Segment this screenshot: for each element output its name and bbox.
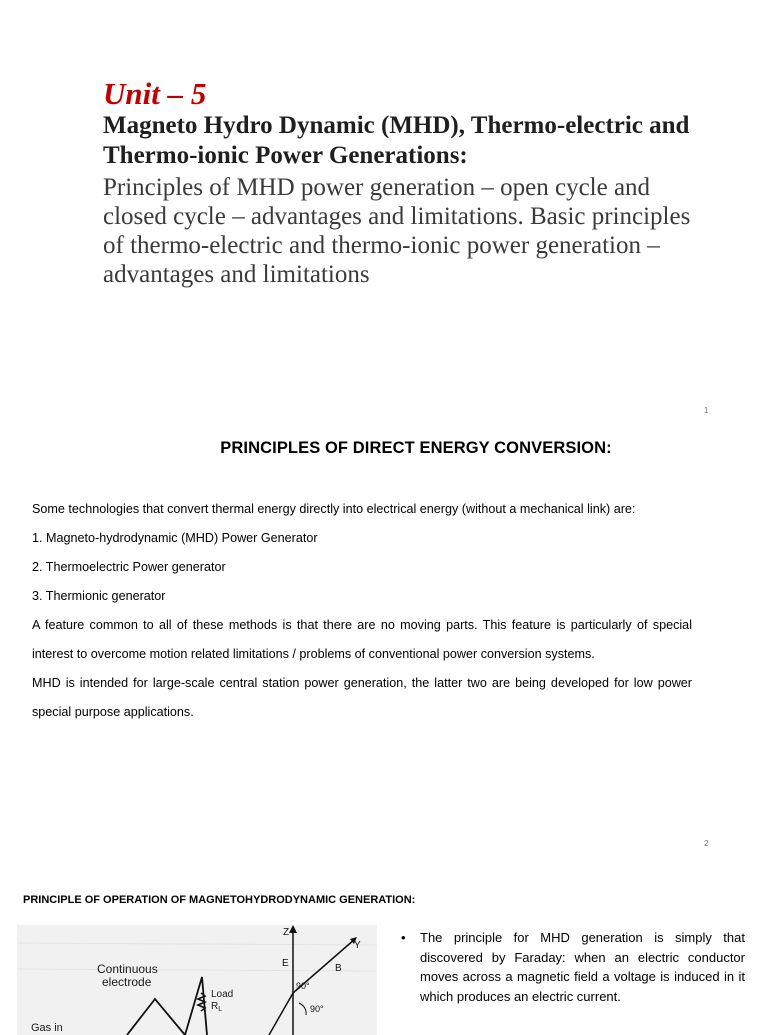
page-number: 2	[704, 839, 709, 848]
continuous-label: Continuous	[97, 962, 158, 976]
e-label: E	[282, 958, 289, 969]
z-axis-arrow-icon	[289, 925, 297, 933]
slide-3	[0, 857, 768, 1034]
load-resistor-icon	[198, 993, 205, 1011]
load-label: Load	[211, 989, 234, 1000]
bullet-text: The principle for MHD generation is simply that discovered by Faraday: when an electric conductor moves across a magnetic field a voltage is induced in it which produces an electric current.	[420, 930, 745, 1004]
mhd-diagram	[17, 925, 377, 1035]
list-item	[401, 928, 745, 1006]
bullet-list	[401, 928, 745, 1006]
y-label: Y	[354, 940, 361, 951]
mhd-paragraph: MHD is intended for large-scale central station power generation, the latter two are being developed for low power special purpose applications.	[32, 676, 692, 719]
texture-line	[17, 969, 377, 971]
unit-heading: Magneto Hydro Dynamic (MHD), Thermo-electric and Thermo-ionic Power Generations:	[103, 112, 690, 169]
unit-topics: Principles of MHD power generation – open cycle and closed cycle – advantages and limitations. Basic principles of thermo-electric and thermo-ionic power generation – advantages and limitations	[103, 174, 691, 288]
list-item: 2. Thermoelectric Power generator	[32, 560, 226, 574]
gas-in-label: Gas in	[31, 1022, 63, 1034]
angle-arc	[299, 1003, 306, 1015]
feature-paragraph: A feature common to all of these methods is that there are no moving parts. This feature is particularly of special interest to overcome motion related limitations / problems of conventional power conversion systems.	[32, 618, 692, 661]
angle-label: 90°	[296, 981, 310, 991]
slide-title: PRINCIPLES OF DIRECT ENERGY CONVERSION:	[220, 439, 612, 457]
page-number: 1	[704, 406, 709, 415]
list-item: 3. Thermionic generator	[32, 589, 166, 603]
slide-body	[32, 495, 692, 727]
z-label: Z	[283, 927, 290, 938]
list-item: 1. Magneto-hydrodynamic (MHD) Power Generator	[32, 531, 318, 545]
slide-2	[0, 425, 768, 857]
x-axis	[269, 993, 293, 1035]
rl-label: $R_L$	[211, 1001, 223, 1013]
angle-label: 90°	[310, 1004, 324, 1014]
intro-paragraph: Some technologies that convert thermal energy directly into electrical energy (without a mechanical link) are:	[32, 502, 636, 516]
slide-1	[0, 0, 768, 425]
electrode-label: electrode	[102, 975, 152, 989]
bullet-icon: •	[401, 930, 406, 945]
b-label: B	[335, 963, 342, 974]
unit-title: Unit – 5	[103, 76, 207, 111]
texture-line	[17, 943, 377, 945]
slide-title: PRINCIPLE OF OPERATION OF MAGNETOHYDRODYNAMIC GENERATION:	[23, 894, 416, 906]
